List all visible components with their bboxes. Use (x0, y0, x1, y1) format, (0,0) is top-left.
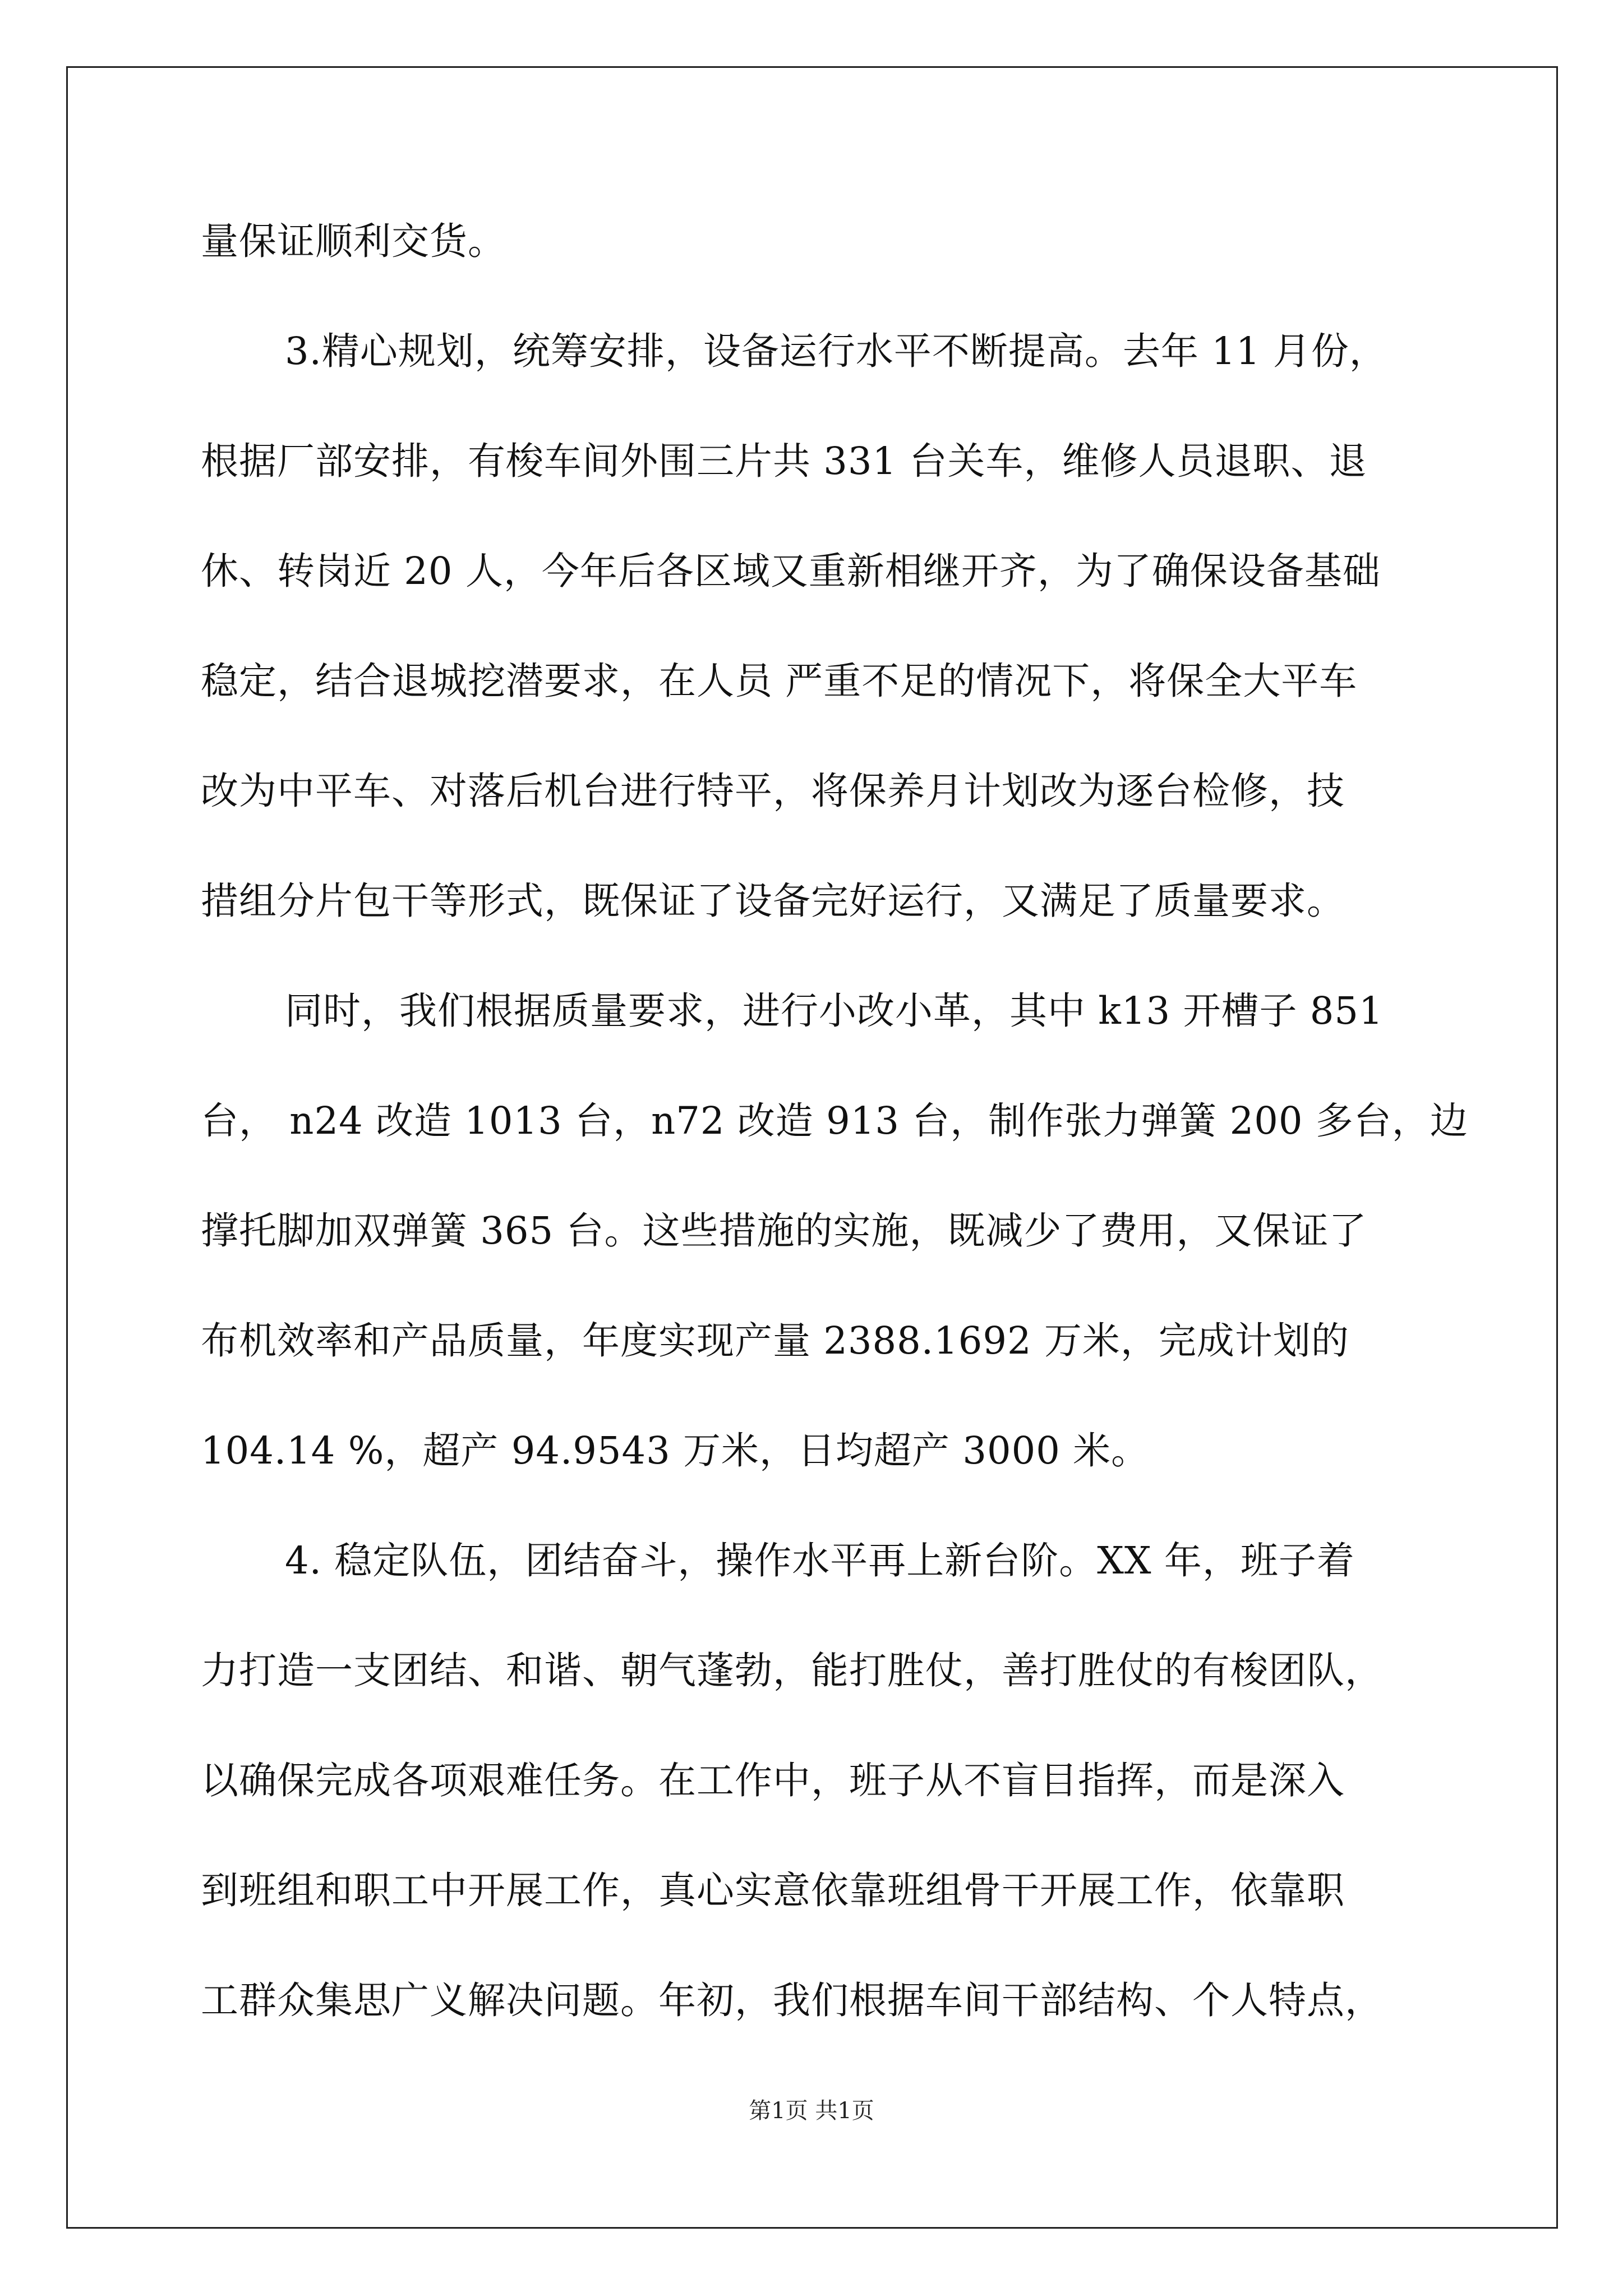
text-line: 工群众集思广义解决问题。年初，我们根据车间干部结构、个人特点， (201, 1978, 1383, 2022)
text-line: 改为中平车、对落后机台进行特平，将保养月计划改为逐台检修，技 (201, 769, 1345, 813)
text-line: 同时，我们根据质量要求，进行小改小革，其中 k13 开槽子 851 (285, 989, 1384, 1033)
text-line: 104.14 %，超产 94.9543 万米，日均超产 3000 米。 (201, 1429, 1150, 1473)
text-line: 稳定，结合退城挖潜要求，在人员 严重不足的情况下，将保全大平车 (201, 659, 1358, 703)
text-line: 布机效率和产品质量，年度实现产量 2388.1692 万米，完成计划的 (201, 1319, 1349, 1363)
text-line: 到班组和职工中开展工作，真心实意依靠班组骨干开展工作，依靠职 (201, 1869, 1345, 1912)
text-line: 措组分片包干等形式，既保证了设备完好运行，又满足了质量要求。 (201, 879, 1345, 923)
text-line: 以确保完成各项艰难任务。在工作中，班子从不盲目指挥，而是深入 (201, 1759, 1345, 1802)
text-line: 根据厂部安排，有梭车间外围三片共 331 台关车，维修人员退职、退 (201, 439, 1367, 483)
text-line: 4. 稳定队伍，团结奋斗，操作水平再上新台阶。XX 年，班子着 (285, 1539, 1355, 1582)
page-number-footer: 第1页 共1页 (749, 2098, 874, 2124)
text-line: 量保证顺利交货。 (201, 219, 506, 263)
text-line: 3.精心规划，统筹安排，设备运行水平不断提高。去年 11 月份， (285, 329, 1387, 373)
text-line: 力打造一支团结、和谐、朝气蓬勃，能打胜仗，善打胜仗的有梭团队， (201, 1649, 1383, 1692)
text-line: 台， n24 改造 1013 台，n72 改造 913 台，制作张力弹簧 200 多台，边 (201, 1099, 1468, 1143)
text-line: 休、转岗近 20 人，今年后各区域又重新相继开齐，为了确保设备基础 (201, 549, 1381, 593)
text-line: 撑托脚加双弹簧 365 台。这些措施的实施，既减少了费用，又保证了 (201, 1209, 1367, 1253)
